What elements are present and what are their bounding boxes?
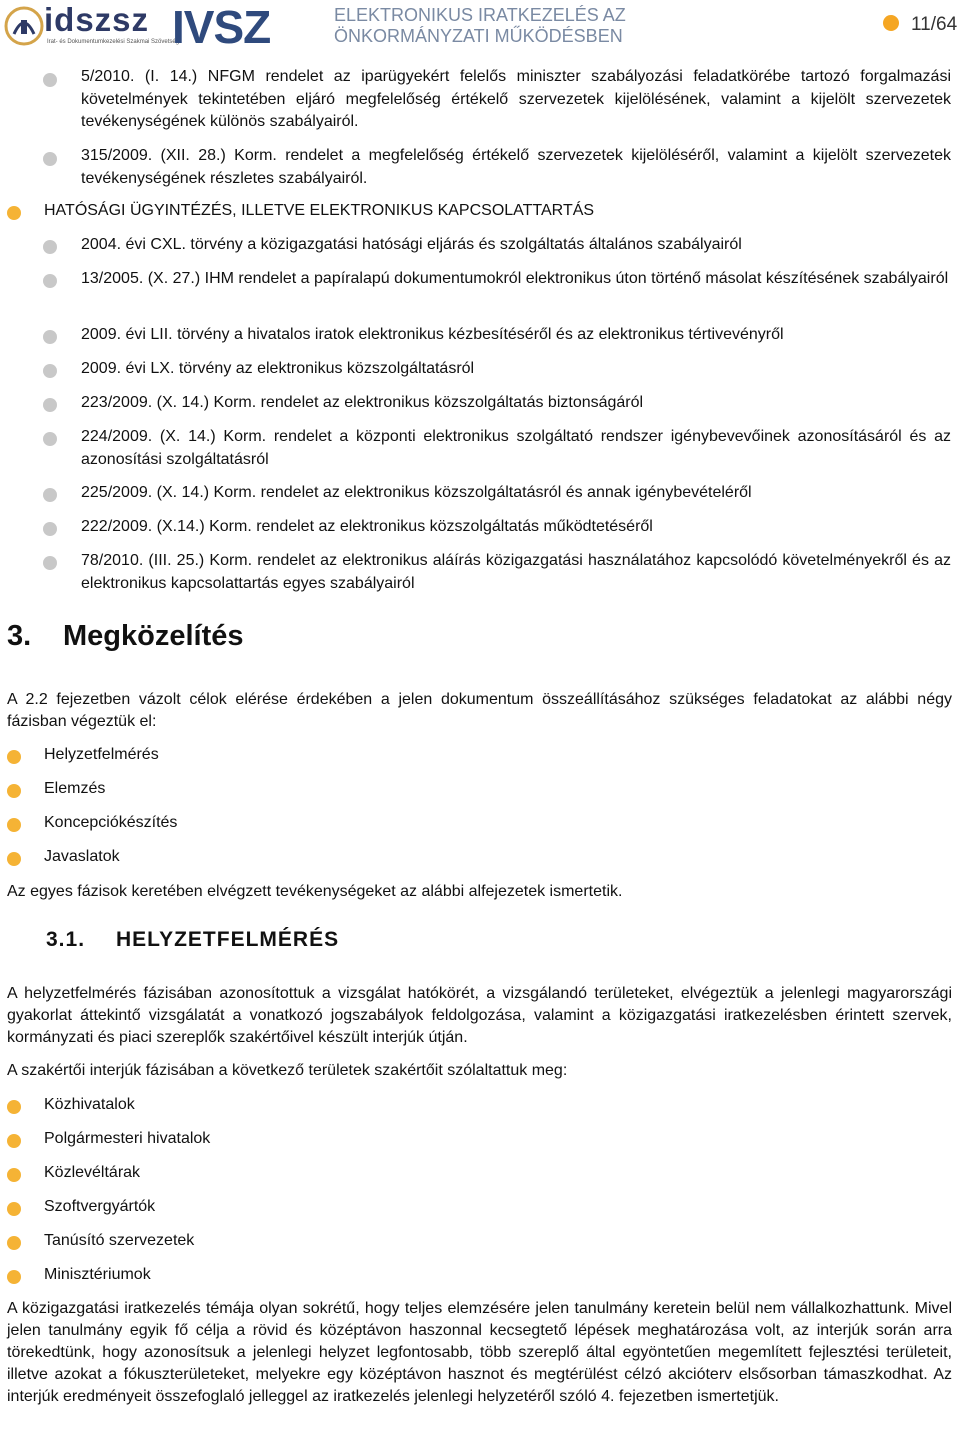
- bullet-icon: [43, 330, 57, 344]
- ivsz-logo: [172, 1, 271, 53]
- idszsz-logo-text: idszsz: [44, 1, 150, 38]
- list-item: 13/2005. (X. 27.) IHM rendelet a papíralapú dokumentumokról elektronikus úton történő másolat készítésének szabályairól: [81, 270, 949, 287]
- expert-item: Minisztériumok: [44, 1266, 151, 1283]
- phase-item: Koncepciókészítés: [44, 814, 178, 831]
- document-title: [334, 5, 626, 47]
- scope-paragraph: A közigazgatási iratkezelés témája olyan sokrétű, hogy teljes elemzésére jelen tanulmány keretein belül nem vállalkozhattunk. Mivel jelen tanulmány egyik fő célja a rövid és középtávon haszonnal kecsegtető lépések meghatározása volt, az interjúk során arra törekedtünk, hogy azonosítsuk a jelenlegi helyzet legfontosabb, több szereplő által egyöntetűen megemlített fejlesztési területeit, illetve azokat a fókuszterületeket, melyekre egy középtávon hasznot és megtérülést célzó akcióterv elsősorban támaszkodhat. Az interjúk eredményeit összefoglaló jelleggel az iratkezelés jelenlegi helyzetéről szóló 4. fejezetben ismertetjük.: [7, 1300, 952, 1405]
- list-item: 225/2009. (X. 14.) Korm. rendelet az elektronikus közszolgáltatásról és annak igénybevételéről: [81, 484, 752, 501]
- expert-item: Közlevéltárak: [44, 1164, 141, 1181]
- list-item: 2004. évi CXL. törvény a közigazgatási hatósági eljárás és szolgáltatás általános szabályairól: [81, 236, 742, 253]
- bullet-icon: [43, 522, 57, 536]
- bullet-icon: [43, 488, 57, 502]
- bullet-icon: [43, 240, 57, 254]
- expert-item: Tanúsító szervezetek: [44, 1232, 195, 1249]
- idszsz-emblem-icon: [4, 6, 44, 46]
- bullet-icon: [43, 364, 57, 378]
- expert-item: Polgármesteri hivatalok: [44, 1130, 211, 1147]
- bullet-icon: [7, 818, 21, 832]
- chapter-title: Megközelítés: [63, 620, 244, 652]
- intro-paragraph: A 2.2 fejezetben vázolt célok elérése érdekében a jelen dokumentum összeállításához szükséges feladatokat az alábbi négy fázisban végeztük el:: [7, 691, 952, 730]
- phase-item: Helyzetfelmérés: [44, 746, 159, 763]
- interview-intro: A szakértői interjúk fázisában a következő területek szakértőit szólaltattuk meg:: [7, 1062, 568, 1079]
- phases-summary: Az egyes fázisok keretében elvégzett tevékenységeket az alábbi alfejezetek ismertetik.: [7, 883, 623, 900]
- assessment-paragraph: A helyzetfelmérés fázisában azonosítottuk a vizsgálat hatókörét, a vizsgálandó területeket, elvégeztük a jelenlegi magyarországi gyakorlat áttekintő vizsgálatát a vonatkozó jogszabályok feldolgozása, valamint a közigazgatási iratkezelésben érintett szervek, kormányzati és piaci szereplők szakértőivel készült interjúk útján.: [7, 985, 952, 1046]
- bullet-icon: [43, 556, 57, 570]
- list-item: 78/2010. (III. 25.) Korm. rendelet az elektronikus aláírás közigazgatási használatához kapcsolódó követelményekről és az elektronikus kapcsolattartás egyes szabályairól: [81, 552, 951, 592]
- subsection-heading: [46, 928, 339, 952]
- list-item: 223/2009. (X. 14.) Korm. rendelet az elektronikus közszolgáltatás biztonságáról: [81, 394, 644, 411]
- ivsz-logo-text: IVSZ: [172, 1, 271, 53]
- document-title-line1: ELEKTRONIKUS IRATKEZELÉS AZ: [334, 5, 626, 25]
- bullet-icon: [43, 432, 57, 446]
- bullet-icon: [7, 1134, 21, 1148]
- phase-item: Elemzés: [44, 780, 106, 797]
- section-heading: HATÓSÁGI ÜGYINTÉZÉS, ILLETVE ELEKTRONIKUS KAPCSOLATTARTÁS: [44, 202, 595, 219]
- list-item: 222/2009. (X.14.) Korm. rendelet az elektronikus közszolgáltatás működtetéséről: [81, 518, 653, 535]
- idszsz-logo: [4, 1, 180, 48]
- list-item: 2009. évi LII. törvény a hivatalos iratok elektronikus kézbesítéséről és az elektronikus tértivevényről: [81, 326, 784, 343]
- list-item: 2009. évi LX. törvény az elektronikus közszolgáltatásról: [81, 360, 475, 377]
- bullet-icon: [7, 1100, 21, 1114]
- bullet-icon: [43, 274, 57, 288]
- bullet-icon: [7, 750, 21, 764]
- bullet-icon: [43, 152, 57, 166]
- bullet-icon: [7, 852, 21, 866]
- bullet-icon: [7, 1202, 21, 1216]
- bullet-icon: [7, 1270, 21, 1284]
- bullet-icon: [43, 73, 57, 87]
- idszsz-logo-subtitle: Irat- és Dokumentumkezelési Szakmai Szövetség: [47, 39, 180, 45]
- bullet-icon: [7, 784, 21, 798]
- document-title-line2: ÖNKORMÁNYZATI MŰKÖDÉSBEN: [334, 26, 623, 46]
- list-item: 315/2009. (XII. 28.) Korm. rendelet a megfelelőség értékelő szervezetek kijelöléséről, valamint a kijelölt szervezetek tevékenységének részletes szabályairól.: [81, 147, 951, 187]
- list-item: 5/2010. (I. 14.) NFGM rendelet az iparügyekért felelős miniszter szabályozási feladatkörébe tartozó forgalmazási követelmények tekintetében eljáró megfelelőség értékelő szervezetek kijelölésének, valamint a kijelölt szervezetek tevékenységének különös szabályairól.: [81, 68, 951, 130]
- expert-item: Közhivatalok: [44, 1096, 135, 1113]
- bullet-icon: [7, 1168, 21, 1182]
- bullet-icon: [7, 206, 21, 220]
- subsection-title: HELYZETFELMÉRÉS: [116, 928, 340, 951]
- page-header: [0, 0, 960, 52]
- chapter-number: 3.: [7, 620, 32, 652]
- list-item: 224/2009. (X. 14.) Korm. rendelet a központi elektronikus szolgáltató rendszer igénybevevőinek azonosításáról és az azonosítási szolgáltatásról: [81, 428, 951, 468]
- expert-item: Szoftvergyártók: [44, 1198, 156, 1215]
- phase-item: Javaslatok: [44, 848, 120, 865]
- bullet-icon: [43, 398, 57, 412]
- bullet-icon: [7, 1236, 21, 1250]
- page-number: 11/64: [911, 14, 958, 35]
- chapter-heading: [7, 620, 244, 653]
- subsection-number: 3.1.: [46, 928, 86, 951]
- page-indicator-dot-icon: [883, 15, 899, 31]
